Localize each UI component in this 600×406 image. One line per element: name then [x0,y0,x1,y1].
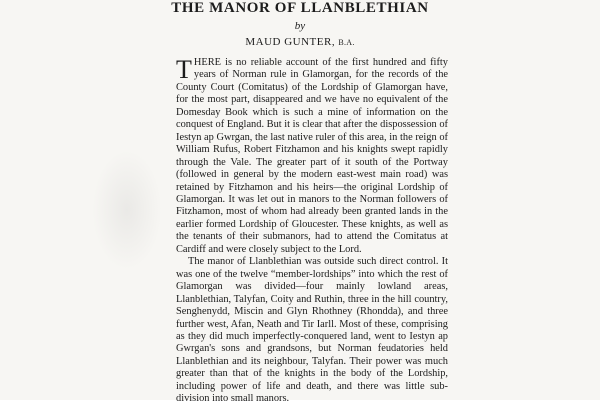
author-line [0,36,600,48]
byline: by [294,20,306,32]
paragraph-2: The manor of Llanblethian was outside such direct control. It was one of the twelve “member-lordships” into which the rest of Glamorgan was divided—four mainly lowland areas, Llanblethian, Talyfan, Coity and Ruthin, three in the hill country, Senghenydd, Miscin and Glyn Rhothney (Rhondda), and three further west, Afan, Neath and Tir Iarll. Most of these, comprising as they did much imperfectly-conquered land, went to Iestyn ap Gwrgan's sons and grandsons, but Norman feudatories held Llanblethian and its neighbour, Talyfan. Their power was much greater than that of the knights in the body of the Lordship, including power of life and death, and there was little sub-division into small manors. [176,256,448,405]
article-title: THE MANOR OF LLANBLETHIAN [171,0,429,16]
drop-cap: T [176,55,192,84]
article-body [176,57,448,406]
author-degree: B.A. [338,38,355,47]
paragraph-1-text: HERE is no reliable account of the first hundred and fifty years of Norman rule in Glamorgan, for the records of the County Court (Comitatus) of the Lordship of Glamorgan have, for the most part, disappeared and we have no equivalent of the Domesday Book which is such a mine of information on the conquest of England. But it is clear that after the dispossession of Iestyn ap Gwrgan, the last native ruler of this area, in the reign of William Rufus, Robert Fitzhamon and his knights swept rapidly through the Vale. The greater part of it south of the Portway (followed in general by the modern east-west main road) was retained by Fitzhamon and his heirs—the original Lordship of Glamorgan. It was let out in manors to the Norman followers of Fitzhamon, most of whom had already been granted lands in the earlier formed Lordship of Gloucester. These knights, as well as the tenants of their submanors, had to attend the Comitatus at Cardiff and were closely subject to the Lord. [176,57,448,255]
author-name: MAUD GUNTER, [245,36,336,48]
paragraph-1 [176,57,448,256]
